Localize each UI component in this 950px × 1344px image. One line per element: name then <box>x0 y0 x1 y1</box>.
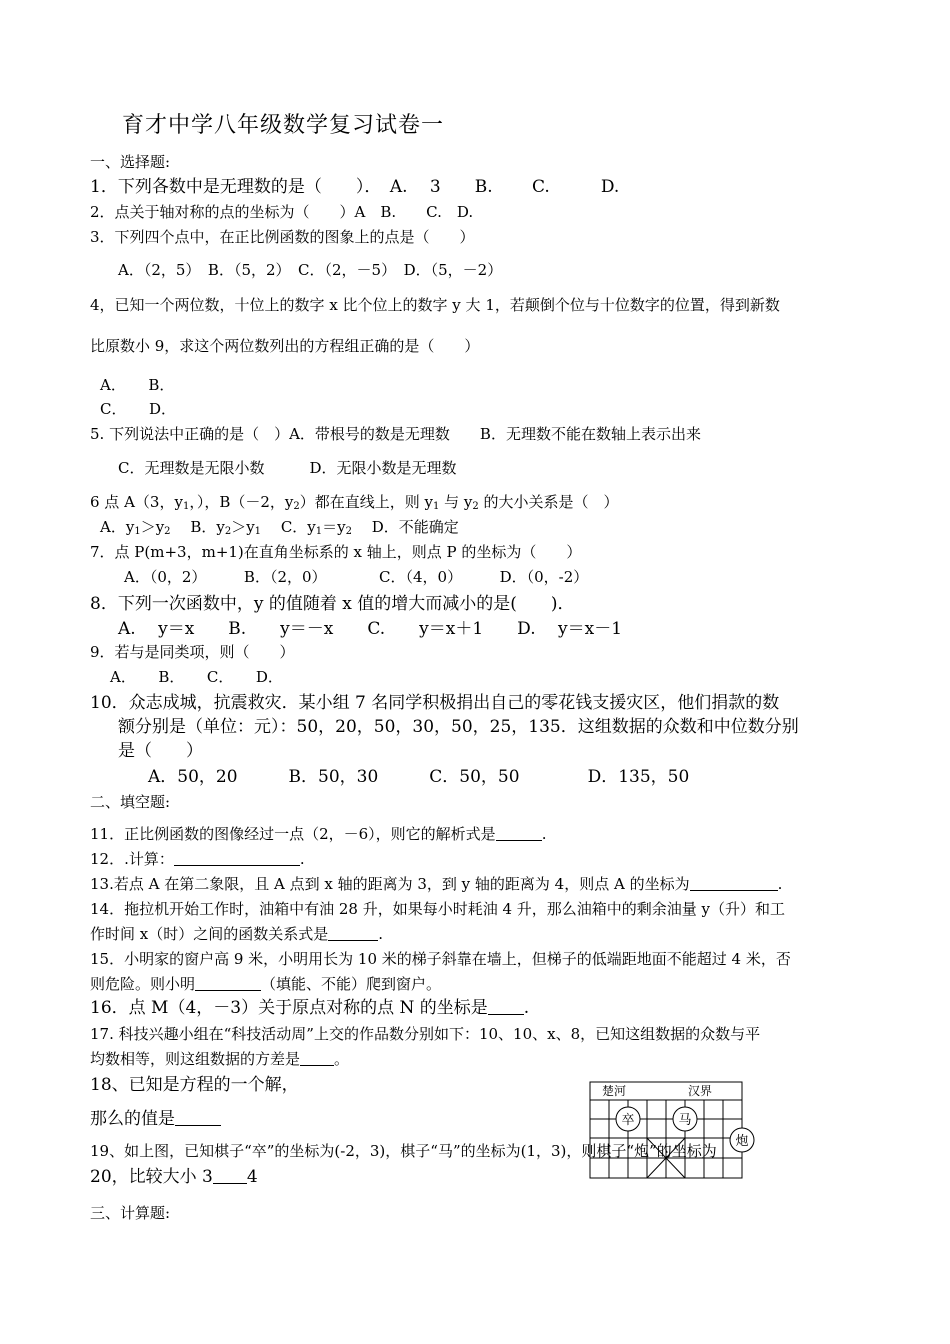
piece-ma <box>673 1107 697 1131</box>
q6-text: 与 y <box>439 493 473 511</box>
question-17-line2 <box>90 1049 349 1069</box>
question-18-line2 <box>90 1108 221 1130</box>
question-14-line2 <box>90 924 383 944</box>
q14-end: . <box>378 925 384 943</box>
q11-text: 11．正比例函数的图像经过一点（2，－6），则它的解析式是 <box>90 825 496 843</box>
question-14-line1: 14．拖拉机开始工作时，油箱中有油 28 升，如果每小时耗油 4 升，那么油箱中的剩余油量 y（升）和工 <box>90 900 786 918</box>
q6-subscript: 2 <box>472 501 479 512</box>
question-17-line1: 17. 科技兴趣小组在“科技活动周”上交的作品数分别如下：10、10、x、8，已知这组数据的众数与平 <box>90 1025 761 1043</box>
question-8-options: A. y＝x B. y＝－x C. y＝x＋1 D. y＝x－1 <box>118 619 623 639</box>
answer-blank[interactable] <box>174 851 300 866</box>
question-19: 19、如上图，已知棋子“卒”的坐标为(-2，3)，棋子“马”的坐标为(1，3)，则棋子“炮”的坐标为 <box>90 1142 717 1160</box>
question-15-line1: 15．小明家的窗户高 9 米，小明用长为 10 米的梯子斜靠在墙上，但梯子的低端距地面不能超过 4 米，否 <box>90 950 791 968</box>
answer-blank[interactable] <box>213 1169 247 1184</box>
section-calc: 三、计算题: <box>90 1204 171 1222</box>
q12-end: . <box>299 850 305 868</box>
q13-text: 13.若点 A 在第二象限，且 A 点到 x 轴的距离为 3，到 y 轴的距离为 4，则点 A 的坐标为 <box>90 875 690 893</box>
question-8: 8．下列一次函数中，y 的值随着 x 值的增大而减小的是( )． <box>90 594 575 614</box>
q6-opt-text: A．y <box>100 518 135 536</box>
q17-text: 均数相等，则这组数据的方差是 <box>90 1050 301 1068</box>
q13-end: . <box>777 875 783 893</box>
q6-opt-sub: 1 <box>134 526 141 537</box>
question-10-options: A．50，20 B．50，30 C．50，50 D．135，50 <box>148 767 690 787</box>
question-6-options <box>100 517 459 542</box>
q6-text: 6 点 A（3，y <box>90 493 183 511</box>
q6-opt-text: ＞y <box>231 518 255 536</box>
page-title: 育才中学八年级数学复习试卷一 <box>122 113 445 138</box>
answer-blank[interactable] <box>328 926 378 941</box>
question-4-options-cd: C． D． <box>100 400 177 418</box>
q6-subscript: 1 <box>182 501 190 512</box>
q15-end: （填能、不能）爬到窗户。 <box>261 975 442 993</box>
question-4-line1: 4，已知一个两位数，十位上的数字 x 比个位上的数字 y 大 1，若颠倒个位与十位数字的位置，得到新数 <box>90 296 780 314</box>
question-5-line2: C．无理数是无限小数 D．无限小数是无理数 <box>118 459 457 477</box>
q20-end: 4 <box>246 1167 258 1187</box>
q6-opt-sub: 2 <box>345 526 353 537</box>
q6-opt-text: B．y <box>170 518 225 536</box>
q6-text: ）都在直线上，则 y <box>299 493 433 511</box>
question-15-line2 <box>90 974 441 994</box>
question-9: 9．若与是同类项，则（ ） <box>90 643 295 661</box>
q6-text: 的大小关系是（ ） <box>478 493 619 511</box>
answer-blank[interactable] <box>488 1000 524 1015</box>
question-10-line3: 是（ ） <box>118 741 203 761</box>
q16-end: . <box>523 998 530 1018</box>
question-12 <box>90 849 305 869</box>
question-9-options: A． B． C． D． <box>110 668 283 686</box>
q11-end: . <box>541 825 547 843</box>
svg-text:马: 马 <box>678 1113 692 1128</box>
question-1: 1．下列各数中是无理数的是（ ）． A. 3 B. C. D. <box>90 177 620 197</box>
board-label-hanjie: 汉界 <box>688 1084 713 1098</box>
question-16 <box>90 997 529 1019</box>
question-3: 3．下列四个点中，在正比例函数的图象上的点是（ ） <box>90 228 475 246</box>
q6-opt-text: D．不能确定 <box>352 518 459 536</box>
q6-opt-text: ＝y <box>322 518 346 536</box>
question-7: 7．点 P(m+3，m+1)在直角坐标系的 x 轴上，则点 P 的坐标为（ ） <box>90 543 582 561</box>
section-fill: 二、填空题: <box>90 793 171 811</box>
svg-text:炮: 炮 <box>735 1134 749 1149</box>
answer-blank[interactable] <box>175 1111 221 1126</box>
q6-opt-sub: 2 <box>164 526 171 537</box>
answer-blank[interactable] <box>300 1051 334 1066</box>
piece-pao <box>730 1128 754 1152</box>
question-20 <box>90 1166 258 1188</box>
q6-opt-sub: 1 <box>315 526 323 537</box>
q15-text: 则危险。则小明 <box>90 975 196 993</box>
q12-text: 12．.计算： <box>90 850 174 868</box>
answer-blank[interactable] <box>690 876 778 891</box>
q6-opt-text: ＞y <box>140 518 165 536</box>
q17-end: 。 <box>334 1050 350 1068</box>
question-5: 5. 下列说法中正确的是（ ）A．带根号的数是无理数 B．无理数不能在数轴上表示出来 <box>90 425 701 443</box>
piece-zu <box>616 1107 640 1131</box>
q6-subscript: 2 <box>293 501 300 512</box>
q18-text: 那么的值是 <box>90 1109 175 1129</box>
svg-text:卒: 卒 <box>621 1113 635 1128</box>
q20-text: 20，比较大小 3 <box>90 1167 213 1187</box>
q6-opt-text: C．y <box>261 518 316 536</box>
question-18-line1: 18、已知是方程的一个解， <box>90 1075 299 1095</box>
section-choice: 一、选择题: <box>90 153 171 171</box>
question-2: 2．点关于轴对称的点的坐标为（ ）A B. C. D. <box>90 203 474 221</box>
chess-board-figure <box>588 1080 760 1182</box>
question-3-options: A．（2，5） B．（5，2） C．（2，－5） D．（5，－2） <box>118 261 503 279</box>
question-10-line1: 10．众志成城，抗震救灾．某小组 7 名同学积极捐出自己的零花钱支援灾区，他们捐款的数 <box>90 693 780 713</box>
q6-subscript: 1 <box>432 501 440 512</box>
q16-text: 16．点 M（4，－3）关于原点对称的点 N 的坐标是 <box>90 998 488 1018</box>
question-4-line2: 比原数小 9，求这个两位数列出的方程组正确的是（ ） <box>90 337 480 355</box>
question-6 <box>90 492 619 517</box>
q6-opt-sub: 2 <box>224 526 232 537</box>
question-7-options: A．（0，2） B．（2，0） C．（4，0） D．（0，-2） <box>124 568 589 586</box>
answer-blank[interactable] <box>496 826 542 841</box>
question-11 <box>90 824 546 844</box>
board-label-chuhe: 楚河 <box>602 1084 627 1098</box>
answer-blank[interactable] <box>195 976 261 991</box>
q6-text: ，），B（－2，y <box>189 493 294 511</box>
question-10-line2: 额分别是（单位：元）：50，20，50，30，50，25，135．这组数据的众数和中位数分别 <box>118 717 799 737</box>
q6-opt-sub: 1 <box>254 526 262 537</box>
q14-text: 作时间 x（时）之间的函数关系式是 <box>90 925 329 943</box>
question-13 <box>90 874 782 894</box>
question-4-options-ab: A． B． <box>100 376 175 394</box>
